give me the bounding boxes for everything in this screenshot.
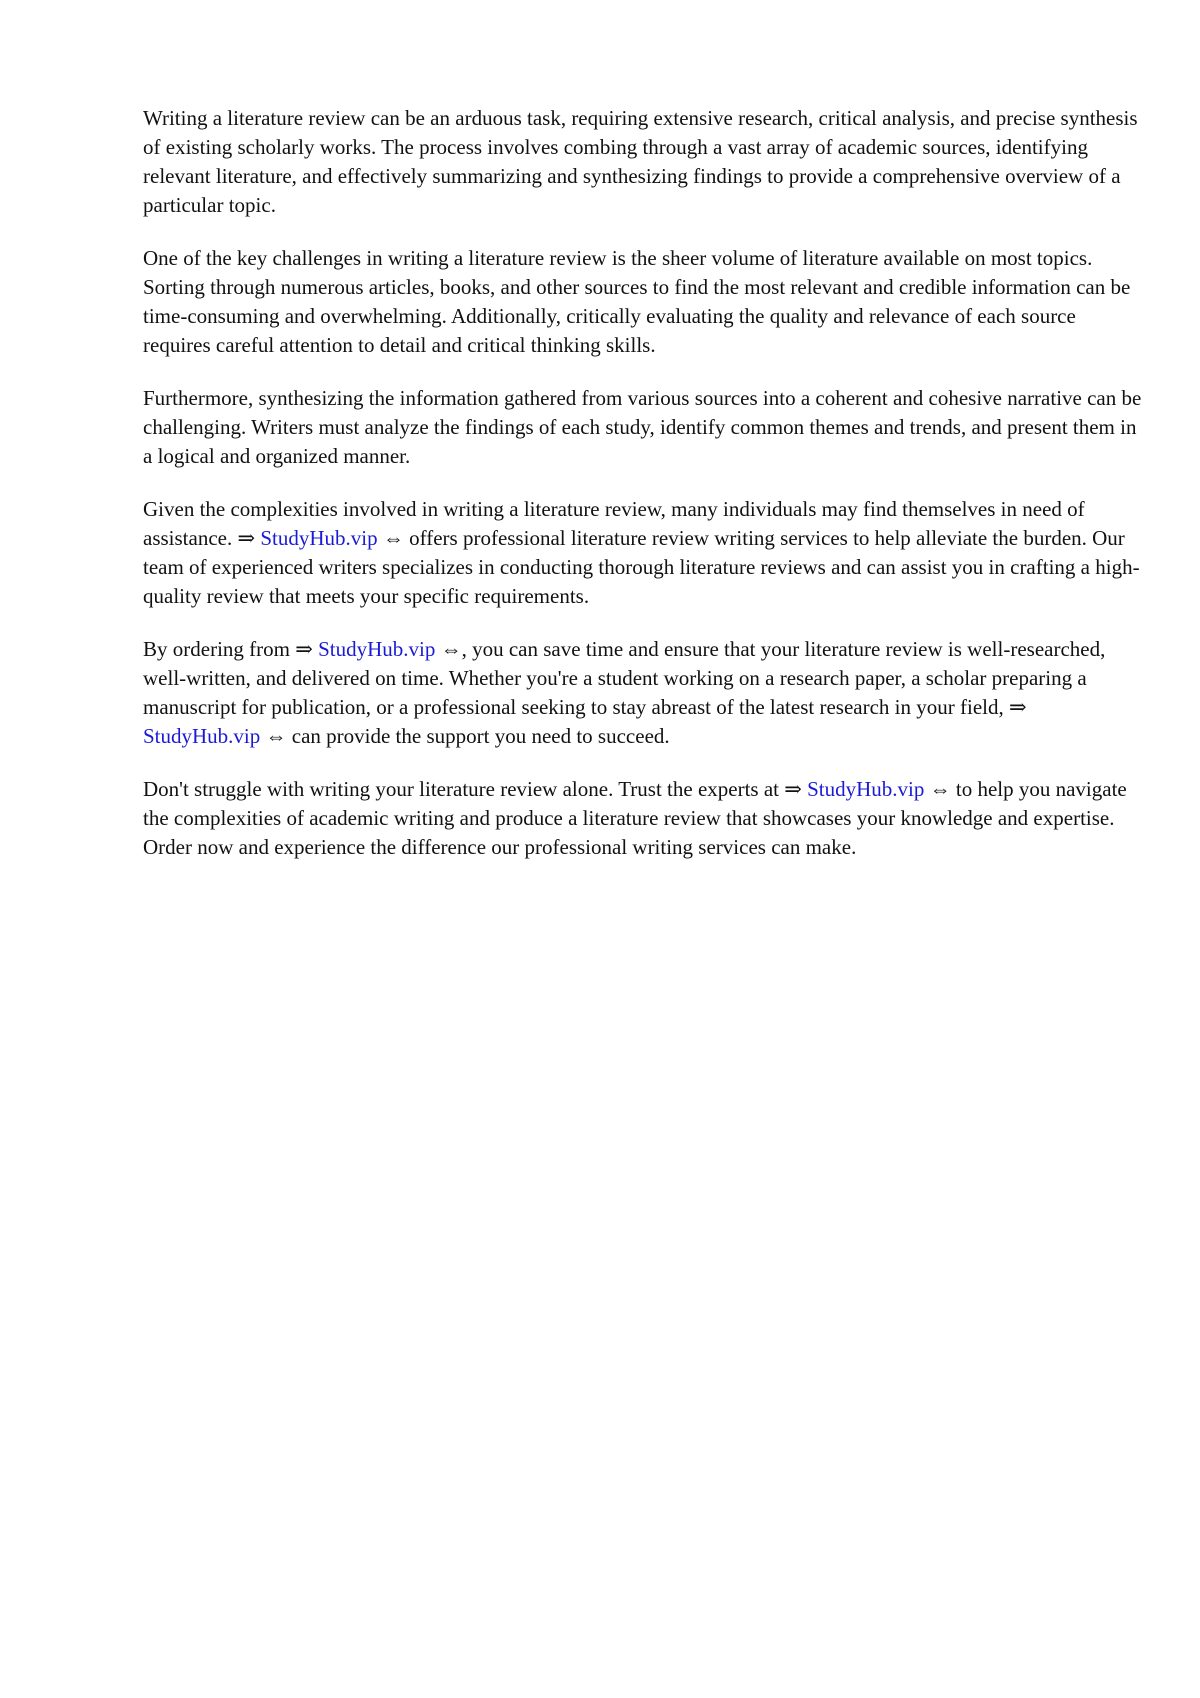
arrow-right-icon: ⇒ xyxy=(295,637,313,661)
studyhub-link[interactable]: StudyHub.vip xyxy=(807,777,925,801)
paragraph-closing-text-end: to help you navigate the complexities of academic writing and produce a literature review that showcases your knowledge and expertise. Order now and experience the difference our professional writing services can make. xyxy=(143,777,1127,859)
arrow-right-icon: ⇒ xyxy=(237,526,256,550)
paragraph-challenges xyxy=(143,244,1143,360)
arrow-both-icon: ⇔ xyxy=(929,777,951,801)
paragraph-ordering-text-middle: , you can save time and ensure that your literature review is well-researched, well-written, and delivered on time. Whether you're a student working on a research paper, a scholar preparing a manuscript for publication, or a professional seeking to stay abreast of the latest research in your field, xyxy=(143,637,1106,719)
paragraph-challenges-text: One of the key challenges in writing a literature review is the sheer volume of literature available on most topics. Sorting through numerous articles, books, and other sources to find the most relevant and credible information can be time-consuming and overwhelming. Additionally, critically evaluating the quality and relevance of each source requires careful attention to detail and critical thinking skills. xyxy=(143,246,1131,357)
arrow-both-icon: ⇔ xyxy=(440,637,462,661)
arrow-both-icon: ⇔ xyxy=(265,724,287,748)
paragraph-closing xyxy=(143,775,1143,862)
arrow-right-icon: ⇒ xyxy=(1008,695,1027,719)
paragraph-ordering-text-end: can provide the support you need to succeed. xyxy=(291,724,670,748)
paragraph-synthesis xyxy=(143,384,1143,471)
arrow-both-icon: ⇔ xyxy=(382,526,404,550)
studyhub-link[interactable]: StudyHub.vip xyxy=(260,526,378,550)
paragraph-assistance-text-start: Given the complexities involved in writing a literature review, many individuals may find themselves in need of assistance. xyxy=(143,497,1085,550)
paragraph-closing-text-start: Don't struggle with writing your literature review alone. Trust the experts at xyxy=(143,777,779,801)
studyhub-link[interactable]: StudyHub.vip xyxy=(143,724,261,748)
paragraph-ordering xyxy=(143,635,1143,751)
paragraph-assistance xyxy=(143,495,1143,611)
arrow-right-icon: ⇒ xyxy=(784,777,802,801)
paragraph-ordering-text-start: By ordering from xyxy=(143,637,290,661)
paragraph-intro-text: Writing a literature review can be an arduous task, requiring extensive research, critical analysis, and precise synthesis of existing scholarly works. The process involves combing through a vast array of academic sources, identifying relevant literature, and effectively summarizing and synthesizing findings to provide a comprehensive overview of a particular topic. xyxy=(143,106,1138,217)
paragraph-synthesis-text: Furthermore, synthesizing the information gathered from various sources into a coherent and cohesive narrative can be challenging. Writers must analyze the findings of each study, identify common themes and trends, and present them in a logical and organized manner. xyxy=(143,386,1142,468)
paragraph-assistance-text-end: offers professional literature review writing services to help alleviate the burden. Our team of experienced writers specializes in conducting thorough literature reviews and can assist you in crafting a high-quality review that meets your specific requirements. xyxy=(143,526,1140,608)
paragraph-intro xyxy=(143,104,1143,220)
document-body xyxy=(143,104,1143,886)
studyhub-link[interactable]: StudyHub.vip xyxy=(318,637,436,661)
